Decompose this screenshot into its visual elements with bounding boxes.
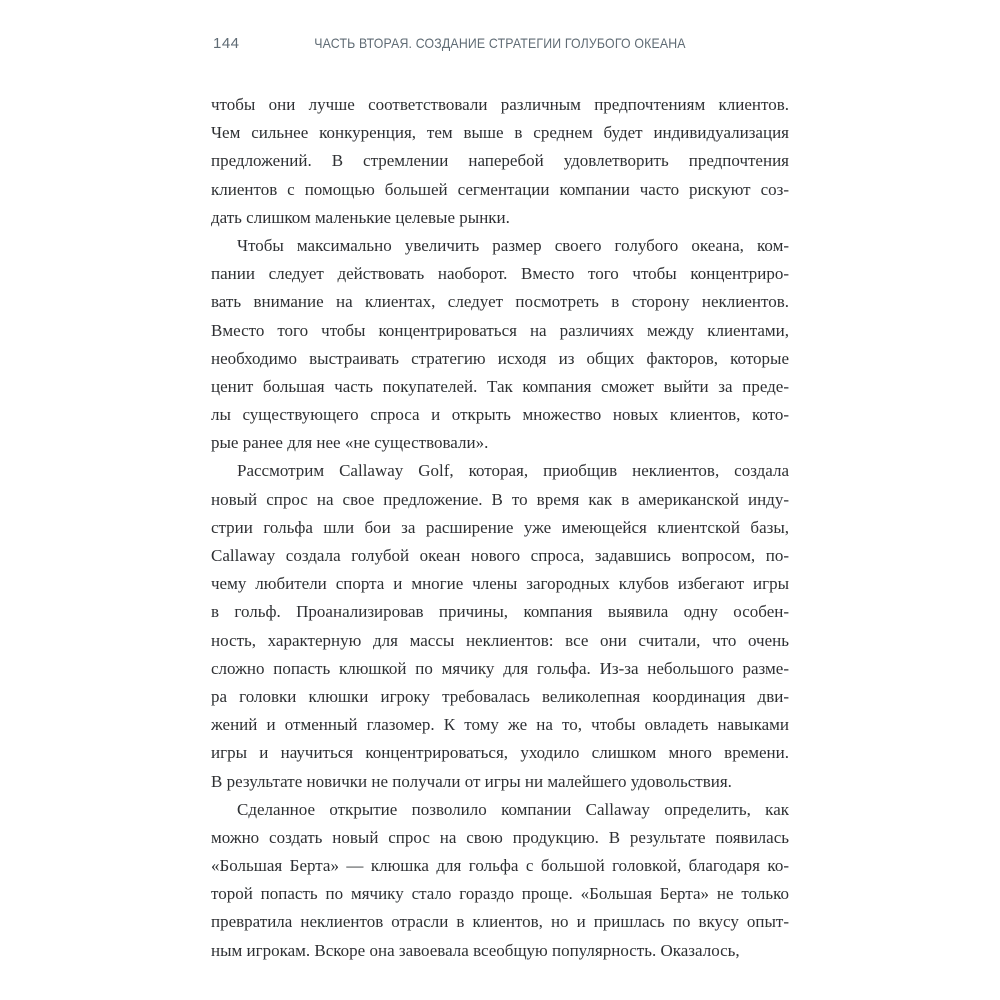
text-line: игры и научиться концентрироваться, уходило слишком много времени. [211, 743, 789, 763]
text-line: сложно попасть клюшкой по мячику для гольфа. Из-за небольшого разме- [211, 658, 789, 678]
text-line: Рассмотрим Callaway Golf, которая, приобщив неклиентов, создала [237, 461, 789, 481]
text-line: стрии гольфа шли бои за расширение уже имеющейся клиентской базы, [211, 517, 789, 537]
page-header [211, 35, 789, 55]
text-line: торой попасть по мячику стало гораздо проще. «Большая Берта» не только [211, 884, 789, 904]
text-line: «Большая Берта» — клюшка для гольфа с большой головкой, благодаря ко- [211, 856, 789, 876]
text-line: ра головки клюшки игроку требовалась великолепная координация дви- [211, 686, 789, 706]
text-line: чтобы они лучше соответствовали различным предпочтениям клиентов. [211, 95, 789, 114]
paragraph [211, 796, 789, 965]
text-line: клиентов с помощью большей сегментации компании часто рискуют соз- [211, 179, 789, 199]
text-line: ным игрокам. Вскоре она завоевала всеобщую популярность. Оказалось, [211, 940, 740, 960]
text-line: Вместо того чтобы концентрироваться на различиях между клиентами, [211, 320, 789, 340]
text-line: Чтобы максимально увеличить размер своего голубого океана, ком- [237, 235, 789, 255]
text-line: вать внимание на клиентах, следует посмотреть в сторону неклиентов. [211, 292, 789, 312]
text-line: предложений. В стремлении наперебой удовлетворить предпочтения [211, 151, 789, 171]
text-line: новый спрос на свое предложение. В то время как в американской инду- [211, 489, 789, 509]
text-line: дать слишком маленькие целевые рынки. [211, 207, 510, 227]
text-line: Callaway создала голубой океан нового спроса, задавшись вопросом, по- [211, 546, 789, 565]
page-body [211, 91, 789, 965]
running-title: ЧАСТЬ ВТОРАЯ. СОЗДАНИЕ СТРАТЕГИИ ГОЛУБОГО ОКЕАНА [314, 35, 686, 51]
text-line: рые ранее для нее «не существовали». [211, 433, 489, 453]
text-line: лы существующего спроса и открыть множество новых клиентов, кото- [211, 405, 789, 425]
text-line: пании следует действовать наоборот. Вместо того чтобы концентриро- [211, 264, 789, 284]
paragraph [211, 232, 789, 458]
text-line: жений и отменный глазомер. К тому же на то, чтобы овладеть навыками [211, 715, 789, 735]
text-line: чему любители спорта и многие члены загородных клубов избегают игры [211, 574, 789, 594]
text-line: ценит большая часть покупателей. Так компания сможет выйти за преде- [211, 376, 789, 396]
text-line: необходимо выстраивать стратегию исходя из общих факторов, которые [211, 348, 789, 368]
text-line: Чем сильнее конкуренция, тем выше в среднем будет индивидуализация [211, 123, 789, 143]
text-line: превратила неклиентов отрасли в клиентов, но и пришлась по вкусу опыт- [211, 912, 789, 932]
text-line: можно создать новый спрос на свою продукцию. В результате появилась [211, 827, 789, 847]
text-line: в гольф. Проанализировав причины, компания выявила одну особен- [211, 602, 789, 622]
paragraph [211, 457, 789, 795]
text-line: ность, характерную для массы неклиентов: все они считали, что очень [211, 630, 789, 650]
page-number: 144 [213, 35, 240, 52]
text-line: В результате новички не получали от игры ни малейшего удовольствия. [211, 771, 732, 791]
paragraph [211, 91, 789, 232]
text-line: Сделанное открытие позволило компании Callaway определить, как [237, 799, 789, 819]
